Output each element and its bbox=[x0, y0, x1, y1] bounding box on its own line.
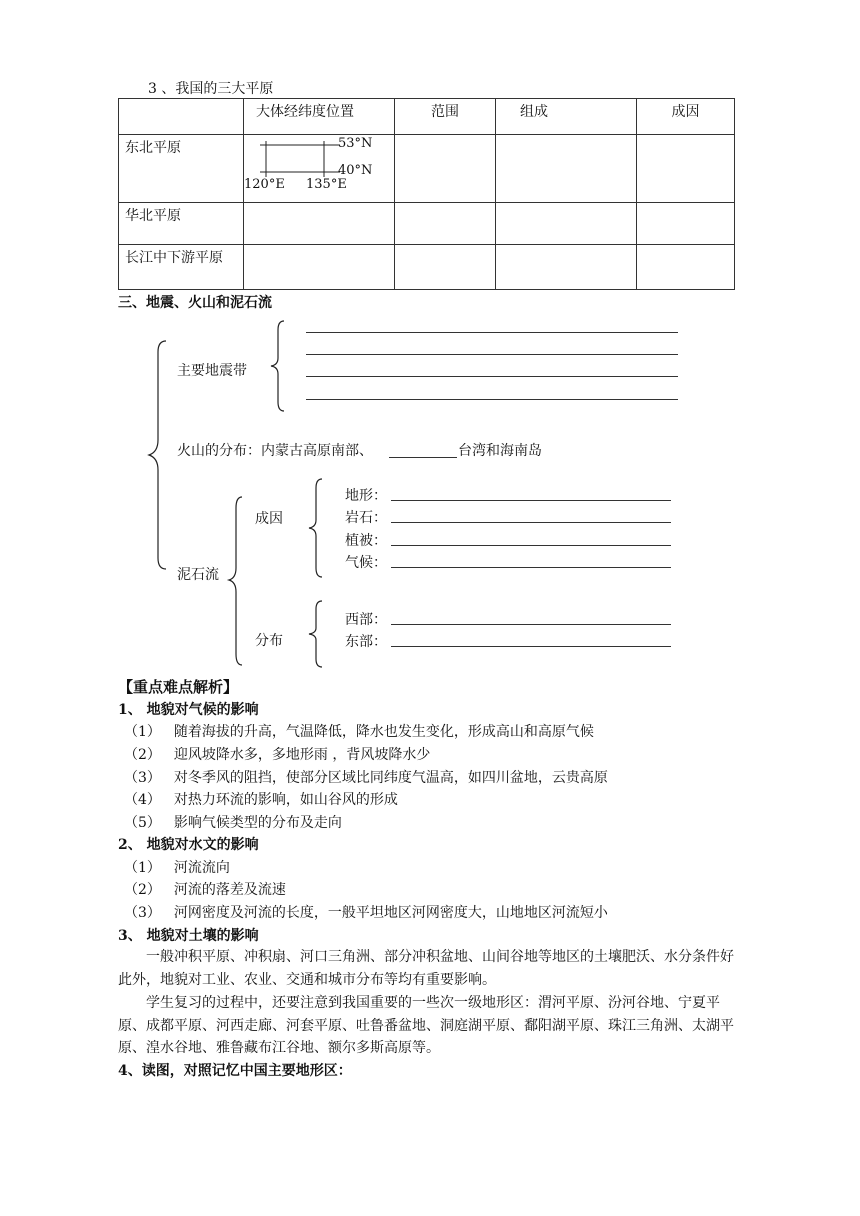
earthquake-blank-3[interactable] bbox=[306, 376, 678, 377]
list-item bbox=[124, 902, 608, 922]
volcano-prefix: 火山的分布：内蒙古高原南部、 bbox=[177, 443, 373, 459]
list-item bbox=[124, 857, 230, 877]
analysis-title: 【重点难点解析】 bbox=[118, 678, 239, 696]
list-item-text: 河网密度及河流的长度，一般平坦地区河网密度大，山地地区河流短小 bbox=[173, 905, 608, 921]
table-row bbox=[119, 245, 735, 290]
list-item-text: 河流流向 bbox=[173, 860, 230, 876]
list-item bbox=[124, 767, 608, 787]
table-row bbox=[119, 203, 735, 245]
cause-item-terrain: 地形： bbox=[345, 488, 387, 504]
volcano-blank[interactable] bbox=[389, 457, 457, 458]
cause-item-vegetation: 植被： bbox=[345, 533, 387, 549]
mudflow-brace bbox=[226, 496, 246, 666]
list-item-num: （4） bbox=[124, 792, 161, 808]
list-item bbox=[124, 744, 430, 764]
row-label-yangtze: 长江中下游平原 bbox=[119, 245, 244, 290]
paragraph-1: 一般冲积平原、冲积扇、河口三角洲、部分冲积盆地、山间谷地等地区的土壤肥沃、水分条件好此外，地貌对工业、农业、交通和城市分布等均有重要影响。 bbox=[118, 949, 734, 988]
sec4-title: 4、读图，对照记忆中国主要地形区： bbox=[118, 1063, 352, 1079]
list-item-num: （2） bbox=[124, 882, 161, 898]
sec2-title: 2、 地貌对水文的影响 bbox=[118, 837, 259, 853]
list-item-text: 对热力环流的影响，如山谷风的形成 bbox=[173, 792, 398, 808]
earthquake-label: 主要地震带 bbox=[177, 363, 247, 379]
earthquake-blank-4[interactable] bbox=[306, 399, 678, 400]
distribution-blank-1[interactable] bbox=[391, 624, 671, 625]
cause-item-rock: 岩石： bbox=[345, 510, 387, 526]
list-item bbox=[124, 812, 342, 832]
distribution-item-west: 西部： bbox=[345, 612, 387, 628]
list-item-num: （3） bbox=[124, 905, 161, 921]
earthquake-blank-1[interactable] bbox=[306, 332, 678, 333]
list-item-num: （3） bbox=[124, 770, 161, 786]
table-header-empty bbox=[119, 99, 244, 135]
plains-table bbox=[118, 98, 735, 290]
cause-blank-2[interactable] bbox=[391, 522, 671, 523]
volcano-suffix: 台湾和海南岛 bbox=[458, 443, 542, 459]
list-item-num: （5） bbox=[124, 815, 161, 831]
list-item-num: （1） bbox=[124, 860, 161, 876]
lon-right-label: 135°E bbox=[306, 177, 347, 192]
cause-blank-4[interactable] bbox=[391, 567, 671, 568]
list-item bbox=[124, 879, 286, 899]
mudflow-label: 泥石流 bbox=[177, 567, 219, 583]
cause-blank-3[interactable] bbox=[391, 545, 671, 546]
cause-brace bbox=[306, 478, 326, 578]
table-header-range: 范围 bbox=[395, 99, 496, 135]
table-header-composition: 组成 bbox=[496, 99, 637, 135]
table-header-cause: 成因 bbox=[637, 99, 735, 135]
sec1-title: 1、 地貌对气候的影响 bbox=[118, 702, 259, 718]
list-item-text: 随着海拔的升高，气温降低，降水也发生变化，形成高山和高原气候 bbox=[173, 724, 594, 740]
lat-top-label: 53°N bbox=[338, 136, 373, 151]
list-item-num: （2） bbox=[124, 747, 161, 763]
cause-label: 成因 bbox=[255, 511, 283, 527]
distribution-brace bbox=[306, 600, 326, 668]
big-brace bbox=[146, 340, 170, 570]
distribution-item-east: 东部： bbox=[345, 634, 387, 650]
section-three-title: 三、地震、火山和泥石流 bbox=[118, 295, 272, 311]
paragraph-2: 学生复习的过程中，还要注意到我国重要的一些次一级地形区：渭河平原、汾河谷地、宁夏平原、成都平原、河西走廊、河套平原、吐鲁番盆地、洞庭湖平原、鄱阳湖平原、珠江三角洲、太湖平原、湟水谷地、雅鲁藏布江谷地、额尔多斯高原等。 bbox=[118, 995, 734, 1056]
table-row bbox=[119, 135, 735, 203]
row-label-northeast: 东北平原 bbox=[119, 135, 244, 203]
list-item bbox=[124, 721, 594, 741]
row-label-north-china: 华北平原 bbox=[119, 203, 244, 245]
list-item-num: （1） bbox=[124, 724, 161, 740]
sec3-title: 3、 地貌对土壤的影响 bbox=[118, 928, 259, 944]
earthquake-blank-2[interactable] bbox=[306, 354, 678, 355]
distribution-blank-2[interactable] bbox=[391, 646, 671, 647]
lon-left-label: 120°E bbox=[244, 177, 285, 192]
cause-blank-1[interactable] bbox=[391, 500, 671, 501]
earthquake-brace bbox=[268, 320, 288, 412]
list-item-text: 迎风坡降水多，多地形雨 ，背风坡降水少 bbox=[173, 747, 431, 763]
lat-bottom-label: 40°N bbox=[338, 163, 373, 178]
latlon-cell bbox=[244, 135, 395, 203]
list-item-text: 影响气候类型的分布及走向 bbox=[173, 815, 342, 831]
cause-item-climate: 气候： bbox=[345, 555, 387, 571]
table-header-location: 大体经纬度位置 bbox=[244, 99, 395, 135]
list-item-text: 对冬季风的阻挡，使部分区域比同纬度气温高，如四川盆地，云贵高原 bbox=[173, 770, 608, 786]
distribution-label: 分布 bbox=[255, 633, 283, 649]
list-item bbox=[124, 789, 398, 809]
section-3-title: 3 、我国的三大平原 bbox=[148, 81, 274, 97]
list-item-text: 河流的落差及流速 bbox=[173, 882, 286, 898]
